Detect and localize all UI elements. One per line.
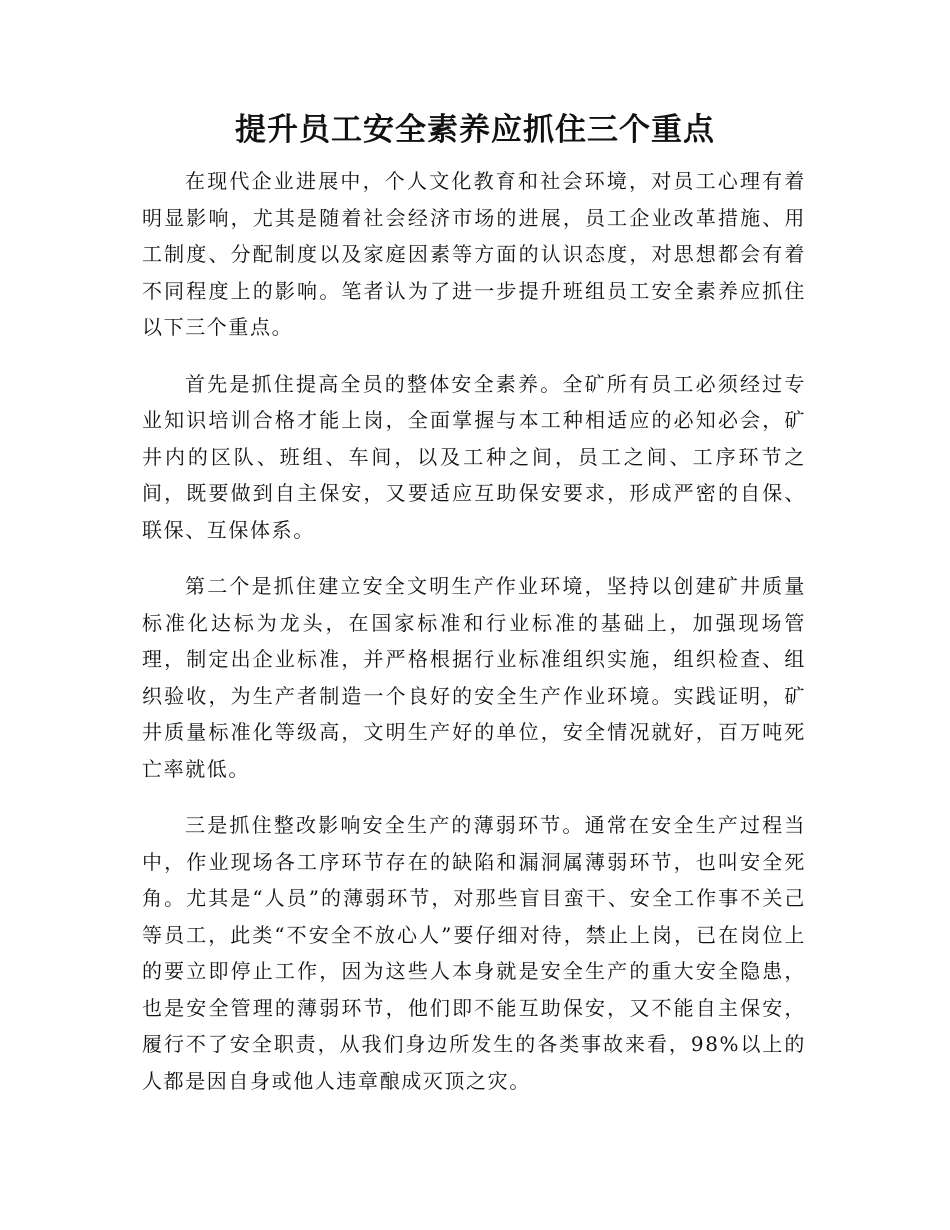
document-body [142, 163, 806, 1119]
paragraph-intro: 在现代企业进展中，个人文化教育和社会环境，对员工心理有着明显影响，尤其是随着社会经济市场的进展，员工企业改革措施、用工制度、分配制度以及家庭因素等方面的认识态度，对思想都会有着不同程度上的影响。笔者认为了进一步提升班组员工安全素养应抓住以下三个重点。 [142, 169, 806, 339]
paragraph-first-point: 首先是抓住提高全员的整体安全素养。全矿所有员工必须经过专业知识培训合格才能上岗，全面掌握与本工种相适应的必知必会，矿井内的区队、班组、车间，以及工种之间，员工之间、工序环节之间，既要做到自主保安，又要适应互助保安要求，形成严密的自保、联保、互保体系。 [142, 371, 806, 542]
paragraph-third-point: 三是抓住整改影响安全生产的薄弱环节。通常在安全生产过程当中，作业现场各工序环节存在的缺陷和漏洞属薄弱环节，也叫安全死角。尤其是“人员”的薄弱环节，对那些盲目蛮干、安全工作事不关己等员工，此类“不安全不放心人”要仔细对待，禁止上岗，已在岗位上的要立即停止工作，因为这些人本身就是安全生产的重大安全隐患，也是安全管理的薄弱环节，他们即不能互助保安，又不能自主保安，履行不了安全职责，从我们身边所发生的各类事故来看，98%以上的人都是因自身或他人违章酿成灭顶之灾。 [142, 813, 806, 1093]
paragraph-second-point: 第二个是抓住建立安全文明生产作业环境，坚持以创建矿井质量标准化达标为龙头，在国家标准和行业标准的基础上，加强现场管理，制定出企业标准，并严格根据行业标准组织实施，组织检查、组织验收，为生产者制造一个良好的安全生产作业环境。实践证明，矿井质量标准化等级高，文明生产好的单位，安全情况就好，百万吨死亡率就低。 [142, 574, 806, 781]
document-title: 提升员工安全素养应抓住三个重点 [235, 112, 715, 148]
